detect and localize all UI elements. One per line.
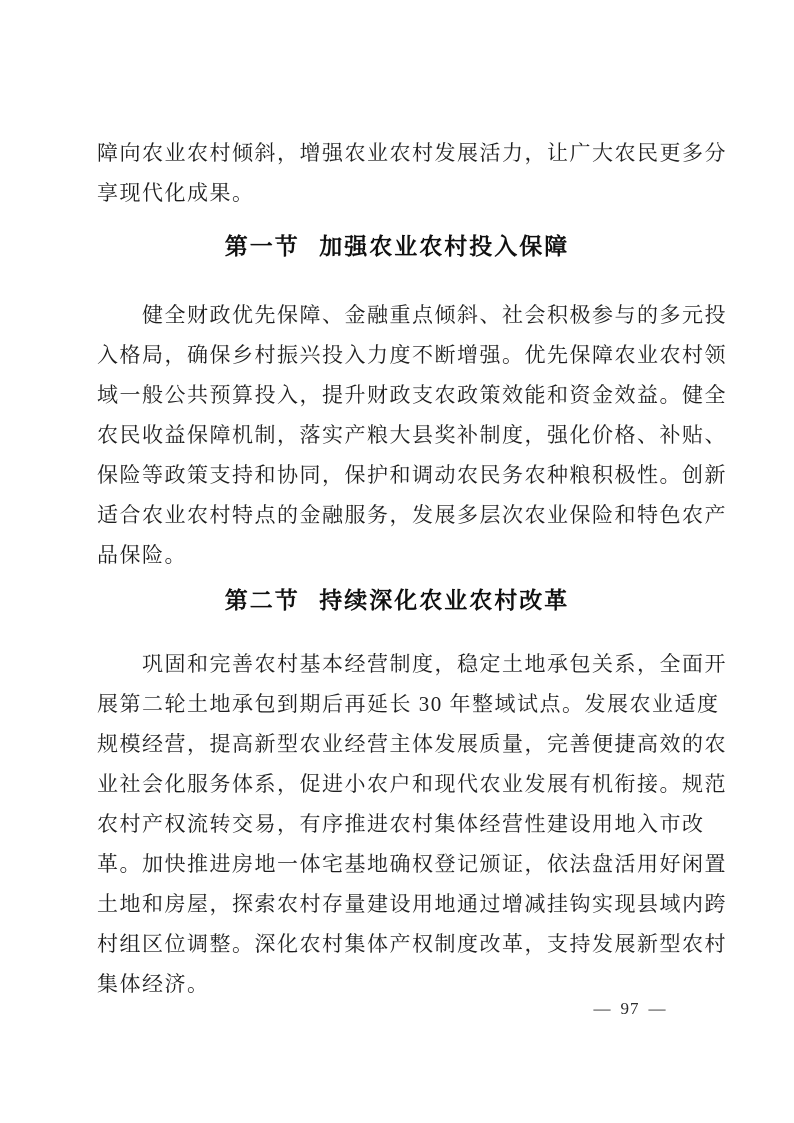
page-number-footer — [552, 997, 708, 1021]
continuation-paragraph — [97, 133, 727, 213]
section-1-label: 第一节 — [224, 233, 300, 259]
text-line: 展第二轮土地承包到期后再延长 30 年整域试点。发展农业适度 — [97, 692, 720, 716]
text-line: 健全财政优先保障、金融重点倾斜、社会积极参与的多元投 — [142, 303, 727, 327]
text-line: 规模经营，提高新型农业经营主体发展质量，完善便捷高效的农 — [97, 732, 727, 756]
page-number: 97 — [620, 999, 640, 1018]
text-line: 集体经济。 — [97, 972, 210, 996]
text-line: 保险等政策支持和协同，保护和调动农民务农种粮积极性。创新 — [97, 463, 727, 487]
section-2-heading — [0, 585, 794, 615]
section-1-heading — [0, 231, 794, 261]
text-line: 入格局，确保乡村振兴投入力度不断增强。优先保障农业农村领 — [97, 343, 727, 367]
section-2-title: 持续深化农业农村改革 — [319, 587, 570, 613]
text-line: 农民收益保障机制，落实产粮大县奖补制度，强化价格、补贴、 — [97, 423, 727, 447]
section-2-label: 第二节 — [224, 587, 300, 613]
footer-left-dash: — — [593, 999, 612, 1018]
text-line: 业社会化服务体系，促进小农户和现代农业发展有机衔接。规范 — [97, 772, 727, 796]
text-line: 土地和房屋，探索农村存量建设用地通过增减挂钩实现县域内跨 — [97, 892, 727, 916]
section-1-paragraph — [97, 295, 727, 575]
section-1-title: 加强农业农村投入保障 — [319, 233, 570, 259]
section-2-paragraph — [97, 644, 727, 1004]
text-line: 村组区位调整。深化农村集体产权制度改革，支持发展新型农村 — [97, 932, 727, 956]
text-line: 适合农业农村特点的金融服务，发展多层次农业保险和特色农产 — [97, 503, 727, 527]
text-line: 域一般公共预算投入，提升财政支农政策效能和资金效益。健全 — [97, 383, 727, 407]
text-line: 巩固和完善农村基本经营制度，稳定土地承包关系，全面开 — [142, 652, 727, 676]
text-line: 障向农业农村倾斜，增强农业农村发展活力，让广大农民更多分 — [97, 141, 727, 165]
text-line: 农村产权流转交易，有序推进农村集体经营性建设用地入市改 — [97, 812, 705, 836]
text-line: 享现代化成果。 — [97, 181, 255, 205]
text-line: 品保险。 — [97, 543, 187, 567]
footer-right-dash: — — [648, 999, 667, 1018]
text-line: 革。加快推进房地一体宅基地确权登记颁证，依法盘活用好闲置 — [97, 852, 727, 876]
